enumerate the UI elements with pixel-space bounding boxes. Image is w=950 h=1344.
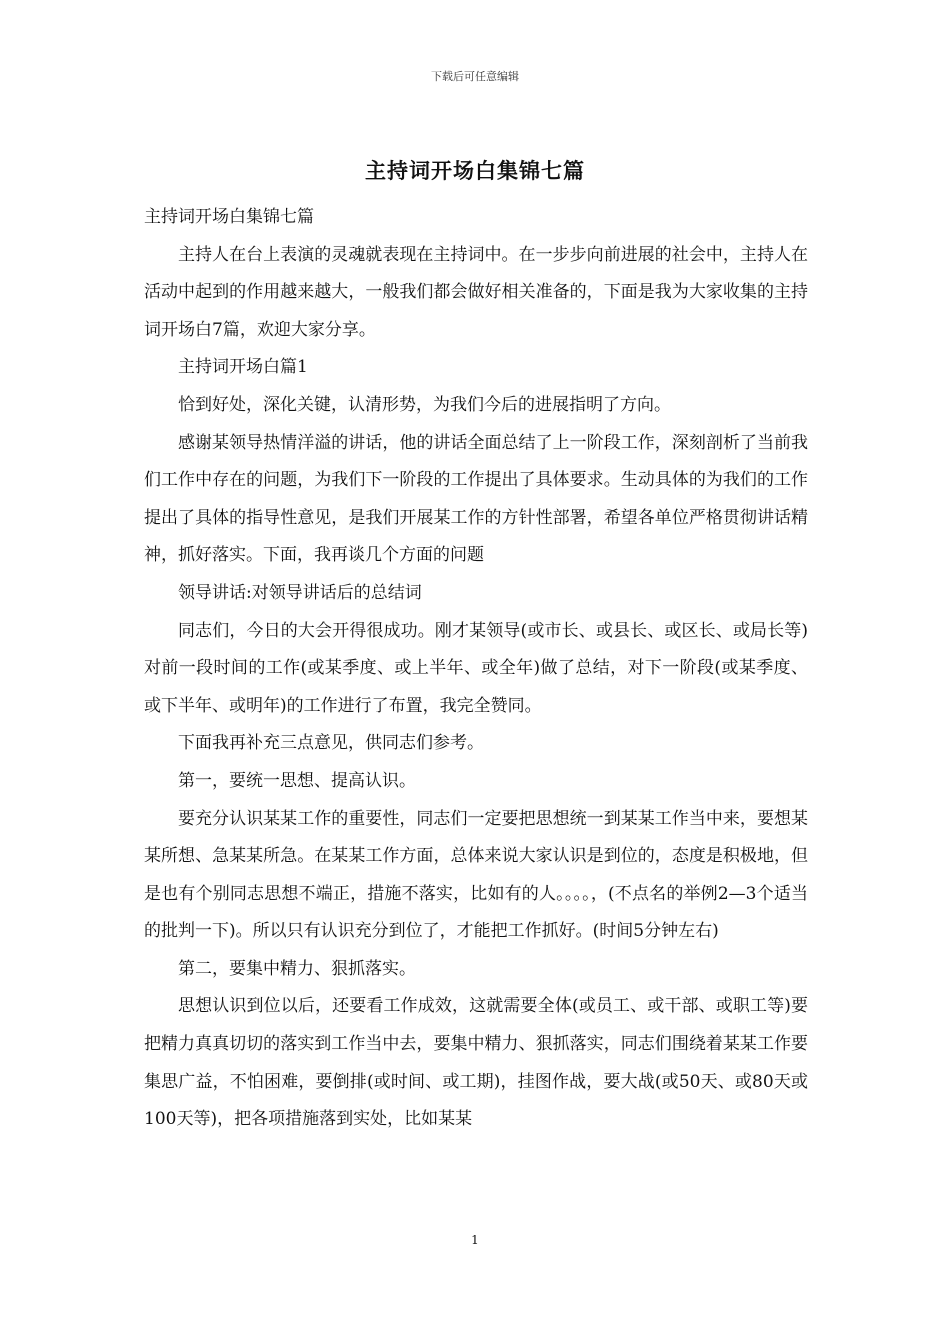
paragraph: 第一，要统一思想、提高认识。 — [178, 770, 416, 791]
section-heading: 主持词开场白篇1 — [178, 357, 308, 378]
paragraph: 主持人在台上表演的灵魂就表现在主持词中。在一步步向前进展的社会中，主持人在活动中起到的作用越来越大，一般我们都会做好相关准备的，下面是我为大家收集的主持词开场白7篇，欢迎大家分享。 — [144, 244, 808, 340]
paragraph: 感谢某领导热情洋溢的讲话，他的讲话全面总结了上一阶段工作，深刻剖析了当前我们工作中存在的问题，为我们下一阶段的工作提出了具体要求。生动具体的为我们的工作提出了具体的指导性意见，是我们开展某工作的方针性部署，希望各单位严格贯彻讲话精神，抓好落实。下面，我再谈几个方面的问题 — [144, 432, 808, 566]
paragraph: 要充分认识某某工作的重要性，同志们一定要把思想统一到某某工作当中来，要想某某所想、急某某所急。在某某工作方面，总体来说大家认识是到位的，态度是积极地，但是也有个别同志思想不端正，措施不落实，比如有的人。。。。，(不点名的举例2—3个适当的批判一下)。所以只有认识充分到位了，才能把工作抓好。(时间5分钟左右) — [144, 808, 808, 942]
paragraph: 第二，要集中精力、狠抓落实。 — [178, 958, 416, 979]
paragraph: 下面我再补充三点意见，供同志们参考。 — [178, 733, 484, 754]
paragraph: 领导讲话:对领导讲话后的总结词 — [178, 582, 422, 603]
page-header: 下载后可任意编辑 — [431, 70, 519, 83]
document-body — [144, 199, 808, 1139]
document-title: 主持词开场白集锦七篇 — [365, 158, 585, 183]
page-number: 1 — [471, 1233, 479, 1247]
paragraph: 同志们，今日的大会开得很成功。刚才某领导(或市长、或县长、或区长、或局长等)对前一段时间的工作(或某季度、或上半年、或全年)做了总结，对下一阶段(或某季度、或下半年、或明年)的工作进行了布置，我完全赞同。 — [144, 620, 808, 716]
paragraph: 思想认识到位以后，还要看工作成效，这就需要全体(或员工、或干部、或职工等)要把精力真真切切的落实到工作当中去，要集中精力、狠抓落实，同志们围绕着某某工作要集思广益，不怕困难，要倒排(或时间、或工期)，挂图作战，要大战(或50天、或80天或100天等)，把各项措施落到实处，比如某某 — [144, 996, 808, 1130]
subtitle-paragraph: 主持词开场白集锦七篇 — [144, 207, 314, 227]
paragraph: 恰到好处，深化关键，认清形势，为我们今后的进展指明了方向。 — [178, 394, 671, 415]
